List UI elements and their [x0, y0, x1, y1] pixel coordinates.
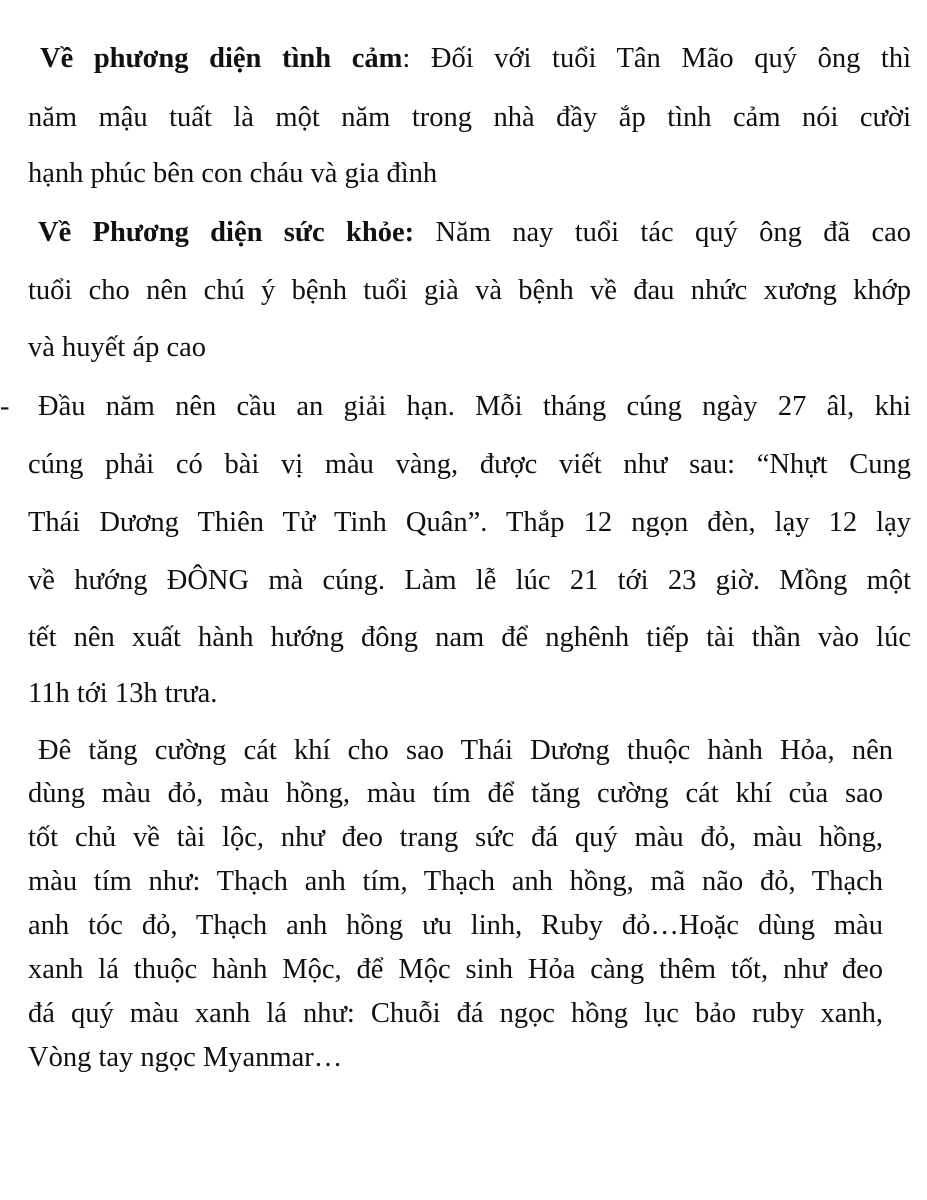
paragraph-4-line-4: màu tím như: Thạch anh tím, Thạch anh hồng, mã não đỏ, Thạch: [28, 866, 883, 897]
paragraph-3-line-1: Đầu năm nên cầu an giải hạn. Mỗi tháng cúng ngày 27 âl, khi: [38, 391, 911, 422]
paragraph-4-line-8: Vòng tay ngọc Myanmar…: [28, 1042, 343, 1073]
paragraph-4-line-7: đá quý màu xanh lá như: Chuỗi đá ngọc hồng lục bảo ruby xanh,: [28, 998, 883, 1029]
paragraph-2-line-1-text: Năm nay tuổi tác quý ông đã cao: [414, 217, 911, 248]
paragraph-1-line-3: hạnh phúc bên con cháu và gia đình: [28, 158, 438, 189]
paragraph-3-line-3: Thái Dương Thiên Tử Tinh Quân”. Thắp 12 ngọn đèn, lạy 12 lạy: [28, 507, 911, 538]
paragraph-1-line-1: [40, 42, 911, 76]
paragraph-3-line-6: 11h tới 13h trưa.: [28, 678, 218, 709]
paragraph-2-line-3: và huyết áp cao: [28, 332, 207, 363]
paragraph-1-line-2: năm mậu tuất là một năm trong nhà đầy ắp tình cảm nói cười: [28, 102, 911, 133]
paragraph-3-line-2: cúng phải có bài vị màu vàng, được viết như sau: “Nhựt Cung: [28, 449, 911, 480]
paragraph-4-line-6: xanh lá thuộc hành Mộc, để Mộc sinh Hỏa càng thêm tốt, như đeo: [28, 954, 883, 985]
paragraph-3-bullet: -: [0, 391, 10, 422]
paragraph-4-line-5: anh tóc đỏ, Thạch anh hồng ưu linh, Ruby đỏ…Hoặc dùng màu: [28, 910, 883, 941]
paragraph-4-line-2: dùng màu đỏ, màu hồng, màu tím để tăng cường cát khí của sao: [28, 778, 883, 809]
paragraph-1-line-1-text: : Đối với tuổi Tân Mão quý ông thì: [402, 43, 912, 74]
paragraph-2-line-1: [38, 216, 911, 250]
paragraph-2-line-2: tuổi cho nên chú ý bệnh tuổi già và bệnh về đau nhức xương khớp: [28, 275, 911, 306]
paragraph-4-line-1: Đê tăng cường cát khí cho sao Thái Dương thuộc hành Hỏa, nên: [38, 735, 893, 766]
paragraph-3-line-4: về hướng ĐÔNG mà cúng. Làm lễ lúc 21 tới 23 giờ. Mồng một: [28, 565, 911, 596]
paragraph-3-line-5: tết nên xuất hành hướng đông nam để nghênh tiếp tài thần vào lúc: [28, 622, 911, 653]
paragraph-1-heading: Về phương diện tình cảm: [40, 43, 403, 74]
paragraph-2-heading: Về Phương diện sức khỏe:: [38, 217, 415, 248]
paragraph-4-line-3: tốt chủ về tài lộc, như đeo trang sức đá quý màu đỏ, màu hồng,: [28, 822, 883, 853]
